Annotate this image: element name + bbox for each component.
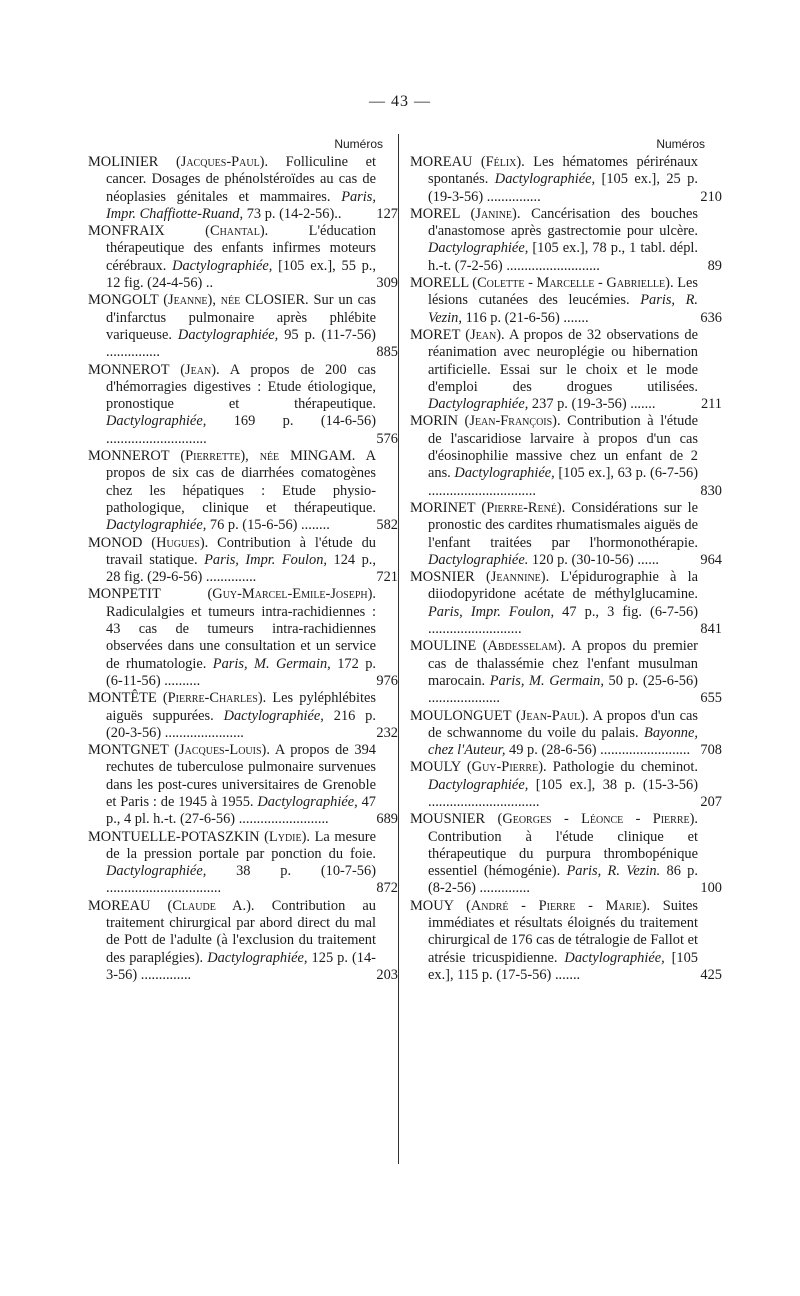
entry-forenames: (Abdesselam).: [482, 638, 566, 655]
entry-details: [105 ex.], 78 p., 1 tabl. dépl. h.-t. (7-2-56) ..........................: [428, 240, 698, 274]
entry-forenames: (Pierrette), née MINGAM.: [180, 448, 356, 465]
entry-number: 211: [700, 396, 722, 413]
entry-forenames: (Pierre-René).: [481, 499, 566, 516]
entry-details: [105 ex.], 115 p. (17-5-56) .......: [428, 949, 698, 983]
entry-title: Radiculalgies et tumeurs intra-rachidiennes : 43 cas de tumeurs intra-rachidiennes observées dans une consultation et un service de rhumatologie.: [106, 603, 376, 672]
entry-details: 172 p. (6-11-56) ..........: [106, 655, 377, 689]
entry-title: Folliculine et cancer. Dosages de phénolstéroïdes au cas de néoplasies génitales et mammaires.: [106, 154, 376, 205]
entry-title: L'épidurographie à la diiodopyridone acétate de méthylglucamine.: [428, 569, 698, 603]
entry-publisher: Paris, Impr. Foulon,: [428, 603, 555, 620]
entry-details: 237 p. (19-3-56) .......: [531, 396, 656, 413]
entry-author: MONNEROT: [88, 361, 170, 378]
entry-title: Contribution à l'étude clinique et thérapeutique du purpura thrombopénique essentiel (hémogénie).: [428, 828, 698, 880]
entry-forenames: (Lydie).: [264, 828, 310, 845]
entry-publisher: Dactylographiée,: [257, 793, 358, 810]
entry-title: Sur un cas d'infarctus pulmonaire après phlébite variqueuse.: [106, 292, 376, 343]
entry-details: 124 p., 28 fig. (29-6-56) ..............: [106, 551, 376, 586]
entry-author: MONGOLT: [88, 292, 159, 309]
entry-author: MORET: [410, 326, 461, 343]
column-header-right: Numéros: [656, 137, 705, 151]
entry-author: MOREAU: [410, 154, 473, 170]
entry-details: 38 p. (10-7-56) ................................: [106, 863, 376, 897]
entry-title: Considérations sur le pronostic des cardites rhumatismales aiguës de l'enfant traitées par l'hormonothérapie.: [428, 499, 698, 551]
entry-number: 655: [700, 690, 722, 707]
bibliography-entry: [88, 361, 398, 448]
entry-forenames: (Jeanne), née CLOSIER.: [163, 292, 309, 309]
entry-author: MONTUELLE-POTASZKIN: [88, 828, 260, 845]
bibliography-entry: [88, 586, 398, 690]
entry-number: 976: [376, 672, 398, 689]
entry-publisher: Dactylographiée,: [428, 776, 529, 793]
entry-details: 76 p. (15-6-56) ........: [209, 517, 330, 534]
entry-publisher: Dactylographiée,: [494, 171, 596, 188]
entry-publisher: Bayonne, chez l'Auteur,: [428, 724, 698, 759]
entry-author: MONOD: [88, 534, 143, 551]
entry-publisher: Dactylographiée,: [564, 949, 665, 966]
entry-number: 841: [700, 621, 722, 638]
entry-title: Contribution à l'étude de l'ascaridiose larvaire à propos d'un cas d'éosinophilie massive chez un enfant de 2 ans.: [428, 413, 698, 482]
entry-title: Contribution au traitement chirurgical par abord direct du mal de Pott de l'adulte (à l'exclusion du traitement des paraplégies).: [106, 897, 376, 966]
entry-title: Pathologie du cheminot.: [552, 759, 698, 776]
entry-forenames: (Jacques-Paul).: [175, 154, 269, 170]
entry-publisher: Dactylographiée,: [454, 465, 555, 482]
entry-publisher: Paris, Impr. Chaffiotte-Ruand,: [106, 188, 376, 222]
bibliography-entry: [88, 897, 398, 984]
entry-forenames: (Pierre-Charles).: [162, 690, 267, 707]
entry-details: 73 p. (14-2-56)..: [246, 205, 342, 222]
entry-details: 216 p. (20-3-56) ......................: [106, 707, 376, 741]
entry-author: MORINET: [410, 499, 476, 516]
entry-forenames: (Chantal).: [205, 223, 269, 240]
entry-title: Les hématomes périrénaux spontanés.: [428, 154, 698, 188]
entry-forenames: (Jeannine).: [485, 569, 550, 586]
bibliography-entry: [410, 326, 722, 413]
entry-forenames: (Guy-Marcel-Emile-Joseph).: [207, 586, 376, 603]
entry-publisher: Dactylographiée.: [428, 551, 529, 568]
bibliography-entry: [410, 275, 722, 327]
entry-title: A propos d'un cas de schwannome du voile du palais.: [428, 707, 698, 741]
entry-title: La mesure de la pression portale par ponction du foie.: [106, 828, 376, 862]
bibliography-entry: [88, 448, 398, 534]
entry-details: [105 ex.], 55 p., 12 fig. (24-4-56) ..: [106, 257, 376, 292]
bibliography-entry: [410, 569, 722, 638]
entry-title: Cancérisation des bouches d'anastomose après gastrectomie pour ulcère.: [428, 205, 698, 240]
bibliography-entry: [410, 499, 722, 569]
entry-number: 425: [700, 966, 722, 983]
entry-publisher: Dactylographiée,: [106, 517, 207, 534]
entry-author: MORIN: [410, 413, 458, 430]
entry-details: 169 p. (14-6-56) ............................: [106, 413, 376, 447]
entry-title: Suites immédiates et résultats éloignés du traitement chirurgical de 176 cas de tétralogie de Fallot et atrésie tricuspidienne.: [428, 897, 698, 966]
entry-author: MOULONGUET: [410, 707, 512, 724]
entry-title: A propos du premier cas de thalassémie chez l'enfant musulman marocain.: [428, 638, 698, 689]
entry-forenames: (Claude A.).: [167, 897, 255, 914]
bibliography-entry: [88, 742, 398, 828]
entry-forenames: (Hugues).: [151, 534, 209, 551]
entry-author: MONFRAIX: [88, 223, 165, 240]
bibliography-entry: [410, 897, 722, 984]
entry-forenames: (Jacques-Louis).: [174, 742, 270, 759]
entry-details: 50 p. (25-6-56) ....................: [428, 672, 698, 707]
entry-number: 203: [376, 966, 398, 983]
entry-details: [105 ex.], 63 p. (6-7-56) ..............................: [428, 465, 698, 499]
column-divider: [398, 134, 399, 1164]
bibliography-entry: [410, 638, 722, 707]
entry-title: A propos de 200 cas d'hémorragies digestives : Etude étiologique, pronostique et thérapeutique.: [106, 361, 376, 413]
entry-forenames: (André - Pierre - Marie).: [466, 897, 651, 914]
bibliography-entry: [410, 811, 722, 897]
entry-publisher: Dactylographiée,: [207, 949, 308, 966]
entry-number: 309: [376, 275, 398, 292]
entry-title: A propos de 394 rechutes de tuberculose pulmonaire survenues dans les post-cures universitaires de Grenoble et Paris : de 1945 à 1955.: [106, 742, 376, 810]
entry-author: MOULY: [410, 759, 461, 776]
entry-number: 885: [376, 344, 398, 361]
page-number: — 43 —: [369, 93, 431, 110]
entry-details: 120 p. (30-10-56) ......: [531, 551, 660, 568]
entry-number: 964: [700, 551, 722, 568]
entry-details: [105 ex.], 25 p. (19-3-56) ...............: [428, 171, 698, 205]
entry-author: MORELL: [410, 275, 469, 292]
entry-forenames: (Jean-François).: [464, 413, 561, 430]
entry-title: Les pyléphlébites aiguës suppurées.: [106, 690, 376, 724]
entry-publisher: Paris, M. Germain,: [489, 672, 604, 689]
entry-details: [105 ex.], 38 p. (15-3-56) ...............................: [428, 776, 698, 810]
entry-number: 232: [376, 724, 398, 741]
entry-author: MOREAU: [88, 897, 151, 914]
entry-number: 582: [376, 517, 398, 534]
entry-details: 49 p. (28-6-56) .........................: [509, 742, 691, 759]
entry-forenames: (Colette - Marcelle - Gabrielle).: [472, 275, 674, 292]
entry-title: A propos de 32 observations de réanimation avec neuroplégie ou hibernation artificielle. Essai sur le choix et le mode d'emploi des drogues utilisées.: [428, 326, 698, 395]
bibliography-entry: [410, 154, 722, 206]
entry-details: 47 p., 3 fig. (6-7-56) ..........................: [428, 603, 698, 638]
entry-number: 100: [700, 880, 722, 897]
entry-publisher: Dactylographiée,: [223, 707, 324, 724]
entry-author: MONTGNET: [88, 742, 169, 759]
entry-number: 830: [700, 482, 722, 499]
entry-publisher: Paris, M. Germain,: [212, 655, 331, 672]
entry-forenames: (Jean-Paul).: [515, 707, 589, 724]
entry-details: 116 p. (21-6-56) .......: [465, 309, 589, 326]
entry-title: Contribution à l'étude du travail statique.: [106, 534, 376, 568]
entry-author: MOLINIER: [88, 154, 159, 170]
entry-number: 689: [376, 811, 398, 828]
entry-details: 86 p. (8-2-56) ..............: [428, 863, 698, 897]
bibliography-entry: [88, 534, 398, 587]
right-column: [410, 134, 722, 984]
entry-publisher: Paris, R. Vezin.: [566, 863, 661, 880]
entry-author: MOUSNIER: [410, 811, 486, 828]
bibliography-entry: [410, 707, 722, 760]
entry-number: 721: [376, 569, 398, 586]
entry-forenames: (Jean).: [180, 361, 220, 378]
entry-publisher: Paris, R. Vezin,: [428, 292, 698, 326]
entry-author: MONPETIT: [88, 586, 161, 603]
entry-title: A propos de six cas de diarrhées comatogènes chez les hépatiques : Etude physio-pathologique, clinique et thérapeutique.: [106, 448, 376, 516]
entry-publisher: Dactylographiée,: [428, 240, 529, 257]
entry-forenames: (Félix).: [480, 154, 525, 170]
entry-details: 95 p. (11-7-56) ...............: [106, 326, 376, 361]
bibliography-entry: [88, 292, 398, 361]
bibliography-entry: [88, 223, 398, 292]
entry-author: MONNEROT: [88, 448, 170, 465]
entry-author: MOULINE: [410, 638, 477, 655]
bibliography-entry: [410, 413, 722, 499]
entry-author: MOREL: [410, 205, 460, 222]
entry-number: 89: [707, 257, 722, 274]
bibliography-entry: [88, 690, 398, 742]
entry-publisher: Dactylographiée,: [106, 413, 207, 430]
bibliography-entry: [410, 759, 722, 811]
entry-number: 708: [700, 742, 722, 759]
entry-publisher: Dactylographiée,: [428, 396, 529, 413]
entry-number: 636: [700, 309, 722, 326]
entry-forenames: (Guy-Pierre).: [466, 759, 547, 776]
bibliography-entry: [88, 154, 398, 223]
entry-number: 872: [376, 880, 398, 897]
entry-number: 210: [700, 188, 722, 205]
bibliography-entry: [410, 205, 722, 275]
entry-publisher: Dactylographiée,: [177, 326, 279, 343]
entry-title: L'éducation thérapeutique des enfants infirmes moteurs cérébraux.: [106, 223, 376, 274]
entry-number: 207: [700, 793, 722, 810]
column-header-left: Numéros: [334, 137, 383, 151]
entry-author: MOSNIER: [410, 569, 475, 586]
entry-forenames: (Jean).: [465, 326, 505, 343]
entry-publisher: Dactylographiée,: [106, 863, 207, 880]
entry-number: 127: [376, 205, 398, 222]
entry-forenames: (Georges - Léonce - Pierre).: [497, 811, 698, 828]
entry-forenames: (Janine).: [470, 205, 521, 222]
entry-details: 47 p., 4 pl. h.-t. (27-6-56) .........................: [106, 793, 376, 828]
bibliography-entry: [88, 828, 398, 898]
entry-author: MONTÊTE: [88, 690, 157, 707]
entry-number: 576: [376, 430, 398, 447]
entry-details: 125 p. (14-3-56) ..............: [106, 949, 376, 983]
entry-publisher: Paris, Impr. Foulon,: [204, 551, 328, 568]
entry-publisher: Dactylographiée,: [172, 257, 273, 274]
left-column: [88, 134, 398, 984]
entry-title: Les lésions cutanées des leucémies.: [428, 275, 698, 309]
entry-author: MOUY: [410, 897, 454, 914]
